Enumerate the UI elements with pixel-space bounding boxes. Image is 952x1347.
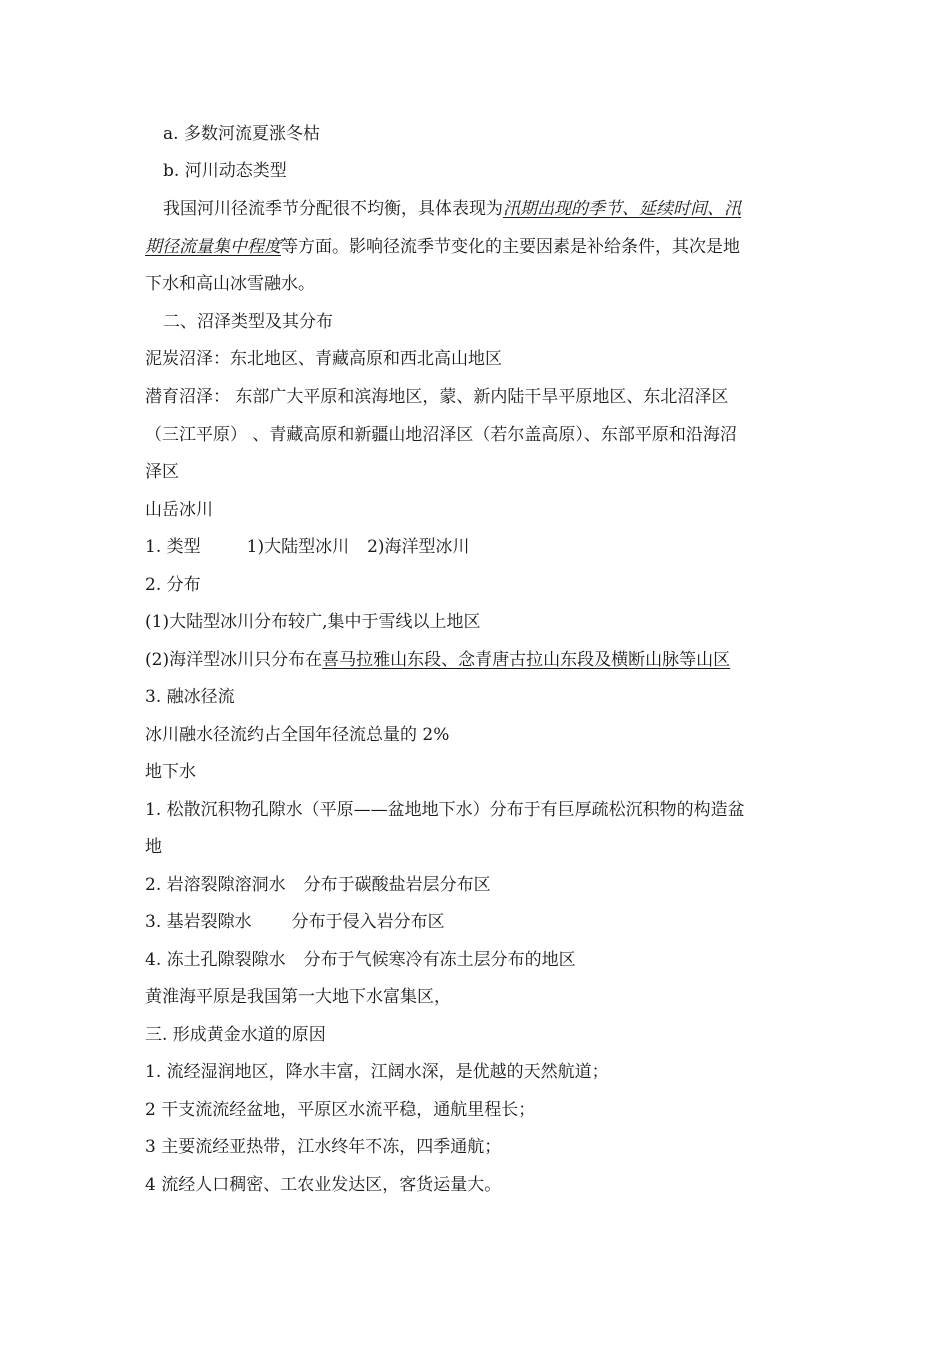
paragraph-line: 我国河川径流季节分配很不均衡，具体表现为汛期出现的季节、延续时间、汛	[163, 199, 741, 219]
list-item: 2. 分布	[145, 575, 201, 595]
list-item: 地	[145, 837, 162, 857]
subheading: 地下水	[145, 762, 196, 782]
paragraph-line: 下水和高山冰雪融水。	[145, 274, 315, 294]
list-item: 2 干支流流经盆地，平原区水流平稳，通航里程长；	[145, 1100, 536, 1120]
list-item: 2. 岩溶裂隙溶洞水 分布于碳酸盐岩层分布区	[145, 875, 491, 895]
list-item: (1)大陆型冰川分布较广,集中于雪线以上地区	[145, 612, 481, 632]
paragraph-line: 冰川融水径流约占全国年径流总量的 2%	[145, 725, 450, 745]
subheading: 山岳冰川	[145, 500, 213, 520]
list-item: 1. 类型 1)大陆型冰川 2)海洋型冰川	[145, 537, 470, 557]
item-a: a. 多数河流夏涨冬枯	[163, 124, 320, 144]
section-heading: 二、沼泽类型及其分布	[163, 312, 333, 332]
paragraph-line: 期径流量集中程度等方面。影响径流季节变化的主要因素是补给条件，其次是地	[145, 237, 740, 257]
paragraph-line: 潜育沼泽： 东部广大平原和滨海地区，蒙、新内陆干旱平原地区、东北沼泽区	[145, 387, 729, 407]
list-item: 4 流经人口稠密、工农业发达区，客货运量大。	[145, 1175, 502, 1195]
paragraph-line: 黄淮海平原是我国第一大地下水富集区，	[145, 987, 451, 1007]
list-item: 3. 基岩裂隙水 分布于侵入岩分布区	[145, 912, 445, 932]
emphasized-text: 汛期出现的季节、延续时间、汛	[503, 199, 741, 219]
list-item: 4. 冻土孔隙裂隙水 分布于气候寒冷有冻土层分布的地区	[145, 950, 576, 970]
section-heading: 三. 形成黄金水道的原因	[145, 1025, 326, 1045]
paragraph-line: 泽区	[145, 462, 179, 482]
list-item: 1. 松散沉积物孔隙水（平原——盆地地下水）分布于有巨厚疏松沉积物的构造盆	[145, 800, 745, 820]
paragraph-line: （三江平原） 、青藏高原和新疆山地沼泽区（若尔盖高原）、东部平原和沿海沼	[145, 425, 737, 445]
list-item: 3. 融冰径流	[145, 687, 235, 707]
list-item: 1. 流经湿润地区，降水丰富，江阔水深，是优越的天然航道；	[145, 1062, 609, 1082]
underlined-text: 喜马拉雅山东段、念青唐古拉山东段及横断山脉等山区	[322, 650, 731, 670]
list-item: 3 主要流经亚热带，江水终年不冻，四季通航；	[145, 1137, 502, 1157]
paragraph-line: 泥炭沼泽：东北地区、青藏高原和西北高山地区	[145, 349, 502, 369]
emphasized-text: 期径流量集中程度	[145, 237, 281, 257]
item-b: b. 河川动态类型	[163, 161, 287, 181]
list-item: (2)海洋型冰川只分布在喜马拉雅山东段、念青唐古拉山东段及横断山脉等山区	[145, 650, 731, 670]
